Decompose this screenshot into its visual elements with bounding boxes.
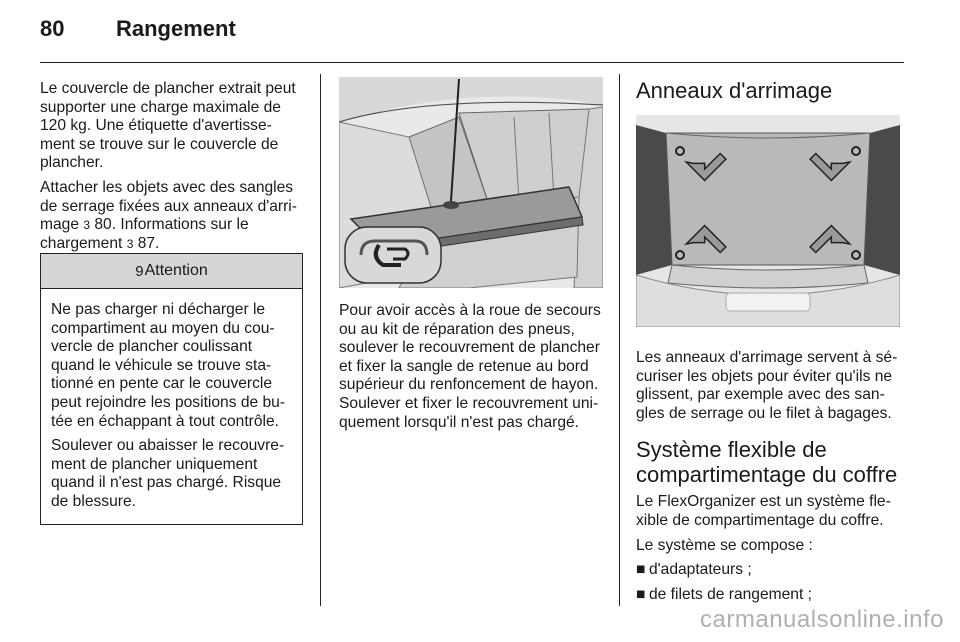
lashing-eyes-illustration xyxy=(636,115,900,327)
attention-body xyxy=(41,289,302,524)
page-number: 80 xyxy=(40,16,65,41)
header-rule xyxy=(40,62,904,63)
bullet-icon: ■ xyxy=(636,561,646,579)
bullet-icon: ■ xyxy=(636,585,646,603)
column-1 xyxy=(40,80,304,259)
attention-header xyxy=(41,254,302,289)
column-divider-2 xyxy=(619,74,620,606)
list-item: ■ d'adaptateurs ; xyxy=(636,561,752,579)
warning-icon: 9 xyxy=(135,262,144,280)
column-2 xyxy=(339,302,603,438)
section-heading-flexorganizer: Système flexible de compartimentage du coffre xyxy=(636,437,898,488)
section-heading-lashing-eyes: Anneaux d'arrimage xyxy=(636,78,833,103)
page-title: Rangement xyxy=(116,16,236,41)
paragraph-flexorganizer: Le FlexOrganizer est un système fle-xible de compartimentage du coffre. xyxy=(636,493,891,529)
page-reference-icon: 3 xyxy=(83,218,91,233)
page-reference-icon: 3 xyxy=(126,236,134,251)
column-3 xyxy=(636,78,900,610)
attention-paragraph-2: Soulever ou abaisser le recouvre-ment de plancher uniquement quand il n'est pas chargé. Risque de blessure. xyxy=(51,437,285,510)
attention-box xyxy=(40,253,303,525)
list-item: ■ de filets de rangement ; xyxy=(636,585,812,603)
watermark: carmanualsonline.info xyxy=(700,606,944,633)
paragraph-spare-wheel-access: Pour avoir accès à la roue de secours ou au kit de réparation des pneus, soulever le recouvrement de plancher et fixer la sangle de retenue au bord supérieur du renfoncement de hayon. Soulever et fixer le recouvrement uni-quement lorsqu'il n'est pas chargé. xyxy=(339,302,601,431)
paragraph-lashing-eyes: Les anneaux d'arrimage servent à sé-curiser les objets pour éviter qu'ils ne glissent, par exemple avec des san-gles de serrage ou le filet à bagages. xyxy=(636,349,898,422)
attention-title: Attention xyxy=(144,262,208,279)
paragraph-floor-cover: Le couvercle de plancher extrait peut supporter une charge maximale de 120 kg. Une étiquette d'avertisse-ment se trouve sur le couvercle de plancher. xyxy=(40,80,296,172)
paragraph-system-components: Le système se compose : xyxy=(636,536,813,554)
trunk-floor-cover-illustration xyxy=(339,77,603,288)
paragraph-straps: Attacher les objets avec des sangles de serrage fixées aux anneaux d'arri-mage 3 80. Informations sur le chargement 3 87. xyxy=(40,178,297,252)
column-divider-1 xyxy=(320,74,321,606)
attention-paragraph-1: Ne pas charger ni décharger le compartiment au moyen du cou-vercle de plancher coulissant quand le véhicule se trouve sta-tionné en pente car le couvercle peut rejoindre les positions de bu-tée en échappant à tout contrôle. xyxy=(51,301,286,430)
